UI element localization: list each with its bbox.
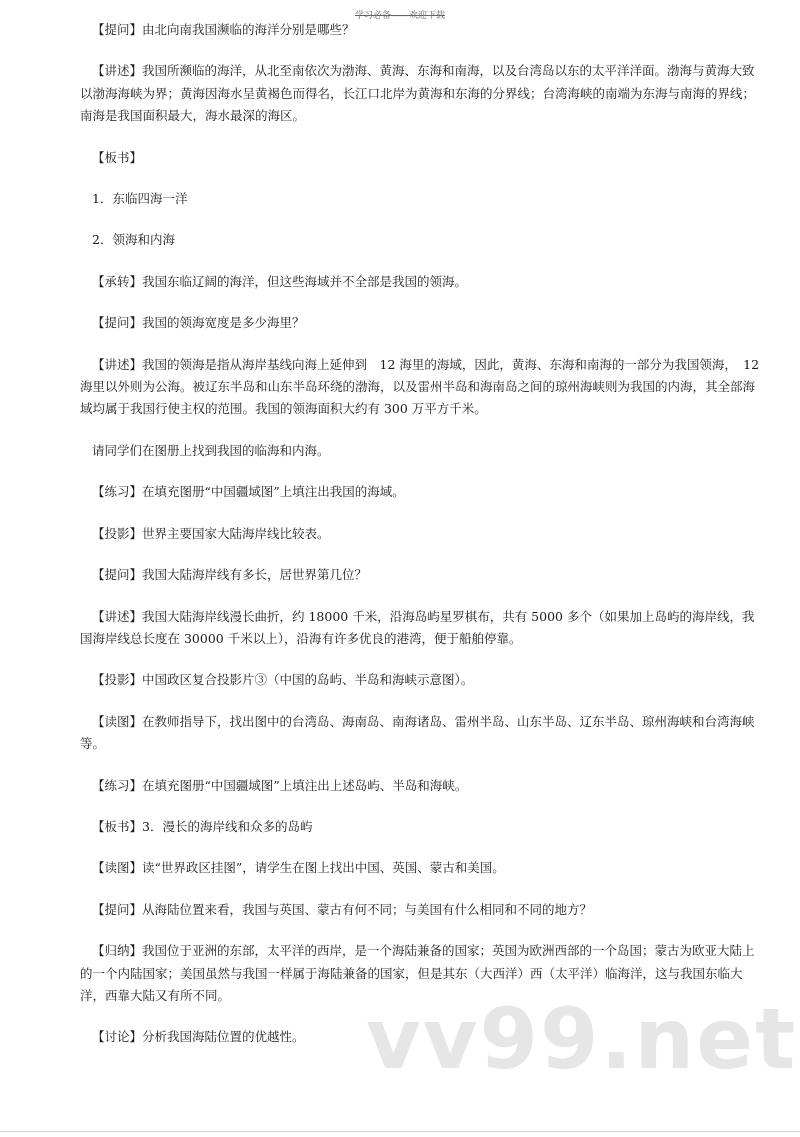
paragraph-exercise-islands: 【练习】在填充图册“中国疆域图”上填注出上述岛屿、半岛和海峡。 — [92, 777, 468, 793]
paragraph-board-point-3: 【板书】3．漫长的海岸线和众多的岛屿 — [92, 818, 313, 834]
paragraph-explain-territorial-sea: 【讲述】我国的领海是指从海岸基线向海上延伸到 12 海里的海域，因此，黄海、东海和南海的一部分为我国领海， 12 海里以外则为公海。被辽东半岛和山东半岛环绕的渤海，以及雷州半岛和海南岛之间的琼州海峡则为我国的内海，其全部海域均属于我国行使主权的范围。我国的领海面积大约有 300 万平方千米。 — [80, 356, 760, 417]
paragraph-question-seas: 【提问】由北向南我国濒临的海洋分别是哪些？ — [92, 22, 355, 37]
document-body — [80, 19, 760, 1068]
paragraph-exercise-seas: 【练习】在填充图册“中国疆域图”上填注出我国的海域。 — [92, 484, 405, 500]
paragraph-find-seas: 请同学们在图册上找到我国的临海和内海。 — [92, 442, 330, 458]
paragraph-read-map-islands: 【读图】在教师指导下，找出图中的台湾岛、海南岛、南海诸岛、雷州半岛、山东半岛、辽东半岛、琼州海峡和台湾海峡等。 — [80, 713, 755, 752]
paragraph-summary: 【归纳】我国位于亚洲的东部，太平洋的西岸，是一个海陆兼备的国家；英国为欧洲西部的一个岛国；蒙古为欧亚大陆上的一个内陆国家；美国虽然与我国一样属于海陆兼备的国家，但是其东（大西洋）西（太平洋）临海洋，这与我国东临大洋，西靠大陆又有所不同。 — [80, 943, 755, 1003]
watermark: vv99.net — [366, 990, 798, 1088]
paragraph-read-world-map: 【读图】读“世界政区挂图”，请学生在图上找出中国、英国、蒙古和美国。 — [92, 860, 505, 876]
page-bottom-divider — [0, 1131, 800, 1132]
paragraph-board-point-1: 1．东临四海一洋 — [92, 191, 188, 207]
paragraph-board-label: 【板书】 — [92, 149, 143, 165]
page-header-text: 学习必备——欢迎下载 — [354, 11, 445, 21]
paragraph-transition: 【承转】我国东临辽阔的海洋，但这些海域并不全部是我国的领海。 — [92, 273, 468, 289]
paragraph-question-land-sea-position: 【提问】从海陆位置来看，我国与英国、蒙古有何不同；与美国有什么相同和不同的地方？ — [92, 901, 593, 917]
paragraph-explain-seas: 【讲述】我国所濒临的海洋，从北至南依次为渤海、黄海、东海和南海，以及台湾岛以东的太平洋洋面。渤海与黄海大致以渤海海峡为界；黄海因海水呈黄褐色而得名，长江口北岸为黄海和东海的分界线；台湾海峡的南端为东海与南海的界线；南海是我国面积最大，海水最深的海区。 — [80, 63, 756, 124]
paragraph-explain-coastline: 【讲述】我国大陆海岸线漫长曲折，约 18000 千米，沿海岛屿星罗棋布，共有 5000 多个（如果加上岛屿的海岸线，我国海岸线总长度在 30000 千米以上），沿海有许多优良的港湾，便于船舶停靠。 — [80, 608, 755, 646]
paragraph-discussion: 【讨论】分析我国海陆位置的优越性。 — [92, 1029, 305, 1045]
paragraph-projection-islands: 【投影】中国政区复合投影片③（中国的岛屿、半岛和海峡示意图）。 — [92, 672, 474, 688]
paragraph-question-territorial-width: 【提问】我国的领海宽度是多少海里？ — [92, 315, 305, 331]
paragraph-question-coastline: 【提问】我国大陆海岸线有多长，居世界第几位？ — [92, 567, 368, 583]
paragraph-board-point-2: 2．领海和内海 — [92, 232, 175, 248]
paragraph-projection-coastline-table: 【投影】世界主要国家大陆海岸线比较表。 — [92, 525, 330, 541]
